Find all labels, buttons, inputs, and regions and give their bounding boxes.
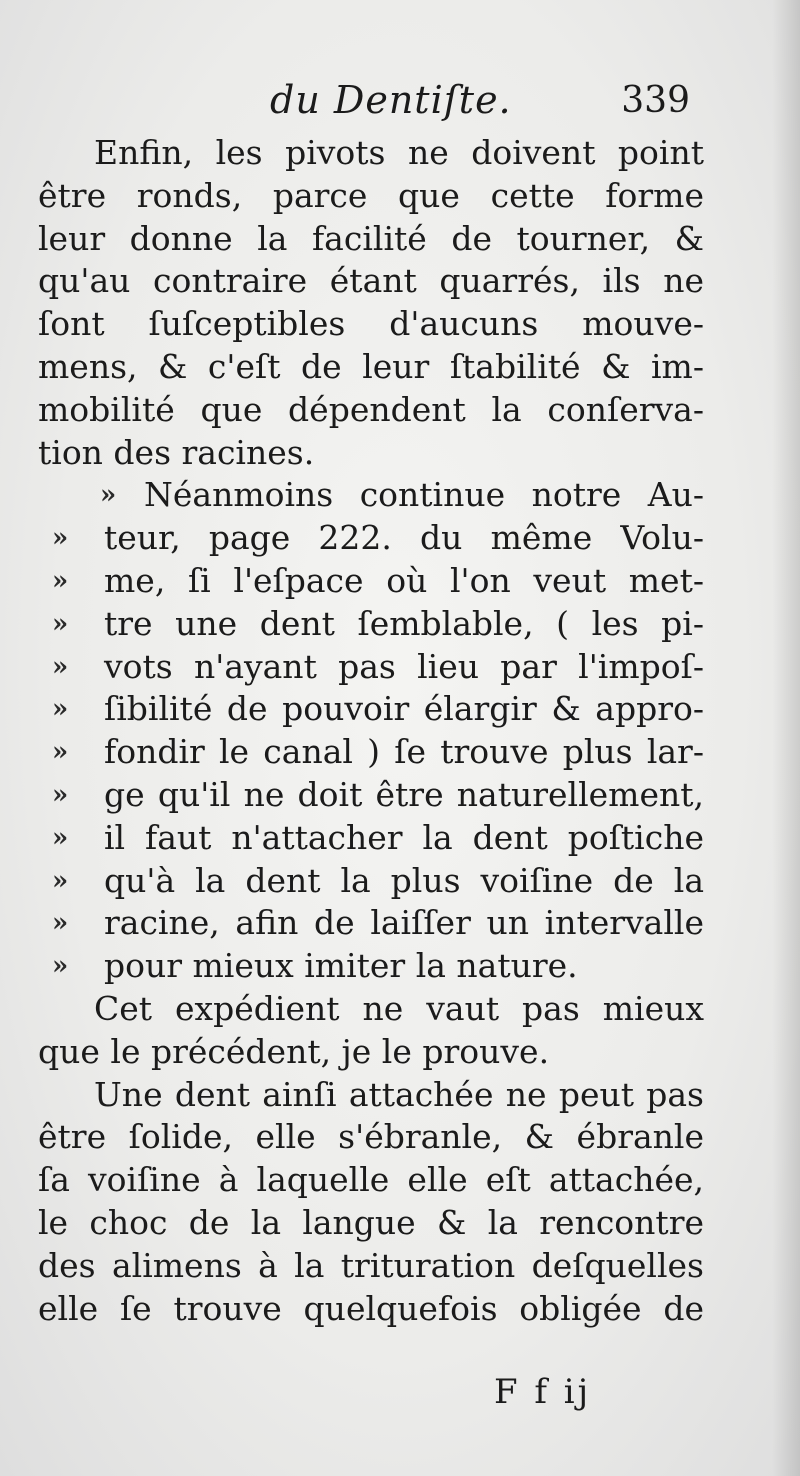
quotation-mark: »: [52, 523, 69, 554]
line-text: mens, & c'eſt de leur ſtabilité & im-: [38, 346, 704, 386]
line-text: racine, afin de laiſſer un intervalle: [104, 903, 704, 943]
quotation-mark: »: [52, 951, 69, 982]
text-line: [38, 260, 704, 303]
line-text: il faut n'attacher la dent poſtiche: [104, 817, 704, 857]
quotation-mark: »: [100, 480, 117, 511]
line-text: qu'au contraire étant quarrés, ils ne: [38, 261, 704, 301]
quotation-mark: »: [52, 565, 69, 596]
text-line: [38, 902, 704, 945]
text-line: [38, 1288, 704, 1331]
text-line: [38, 1245, 704, 1288]
text-line: [38, 774, 704, 817]
line-text: Cet expédient ne vaut pas mieux: [94, 988, 704, 1028]
line-text: Néanmoins continue notre Au-: [144, 475, 704, 515]
text-line: [38, 517, 704, 560]
line-text: teur, page 222. du même Volu-: [104, 518, 704, 558]
text-line: [38, 988, 704, 1031]
line-text: elle ſe trouve quelquefois obligée de: [38, 1288, 704, 1328]
text-line: [38, 603, 704, 646]
line-text: vots n'ayant pas lieu par l'impoſ-: [104, 646, 704, 686]
quotation-mark: »: [52, 865, 69, 896]
text-line: [38, 218, 704, 261]
text-line: [38, 1116, 704, 1159]
line-text: fondir le canal ) ſe trouve plus lar-: [104, 732, 704, 772]
line-text: mobilité que dépendent la conſerva-: [38, 389, 704, 429]
quotation-mark: »: [52, 651, 69, 682]
text-line: [38, 303, 704, 346]
line-text: tion des racines.: [38, 432, 315, 472]
quotation-mark: »: [52, 779, 69, 810]
text-line: [38, 346, 704, 389]
text-line: [38, 646, 704, 689]
text-line: [38, 860, 704, 903]
text-line: [38, 560, 704, 603]
line-text: Une dent ainſi attachée ne peut pas: [94, 1074, 704, 1114]
text-line: [38, 1074, 704, 1117]
line-text: ſibilité de pouvoir élargir & appro-: [104, 689, 704, 729]
line-text: leur donne la facilité de tourner, &: [38, 218, 704, 258]
signature-mark: F f ij: [494, 1372, 592, 1412]
quotation-mark: »: [52, 694, 69, 725]
page-number: 339: [621, 80, 690, 121]
text-line: [38, 175, 704, 218]
text-line: [38, 132, 704, 175]
quotation-mark: »: [52, 908, 69, 939]
quotation-mark: »: [52, 737, 69, 768]
line-text: qu'à la dent la plus voiſine de la: [104, 860, 704, 900]
line-text: être ronds, parce que cette forme: [38, 175, 704, 215]
running-title: du Dentiſte.: [270, 78, 512, 122]
line-text: ſa voiſine à laquelle elle eſt attachée,: [38, 1160, 704, 1200]
page-edge-shadow: [772, 0, 800, 1476]
text-line: [38, 1031, 704, 1074]
text-line: [38, 817, 704, 860]
quotation-mark: »: [52, 822, 69, 853]
page-header: [270, 78, 690, 128]
line-text: que le précédent, je le prouve.: [38, 1031, 550, 1071]
line-text: Enfin, les pivots ne doivent point: [94, 133, 704, 172]
line-text: ge qu'il ne doit être naturellement,: [104, 774, 704, 814]
line-text: ſont ſuſceptibles d'aucuns mouve-: [38, 304, 704, 344]
line-text: des alimens à la trituration deſquelles: [38, 1245, 704, 1285]
line-text: pour mieux imiter la nature.: [104, 946, 578, 986]
text-line: [38, 1159, 704, 1202]
line-text: tre une dent ſemblable, ( les pi-: [104, 603, 704, 643]
text-line: [38, 432, 704, 475]
line-text: me, ſi l'eſpace où l'on veut met-: [104, 560, 704, 600]
line-text: être ſolide, elle s'ébranle, & ébranle: [38, 1117, 704, 1157]
text-line: [38, 731, 704, 774]
text-line: [38, 1202, 704, 1245]
quotation-mark: »: [52, 608, 69, 639]
text-line: [38, 474, 704, 517]
text-line: [38, 945, 704, 988]
line-text: le choc de la langue & la rencontre: [38, 1202, 704, 1242]
body-text: [38, 132, 704, 1330]
text-line: [38, 688, 704, 731]
text-line: [38, 389, 704, 432]
